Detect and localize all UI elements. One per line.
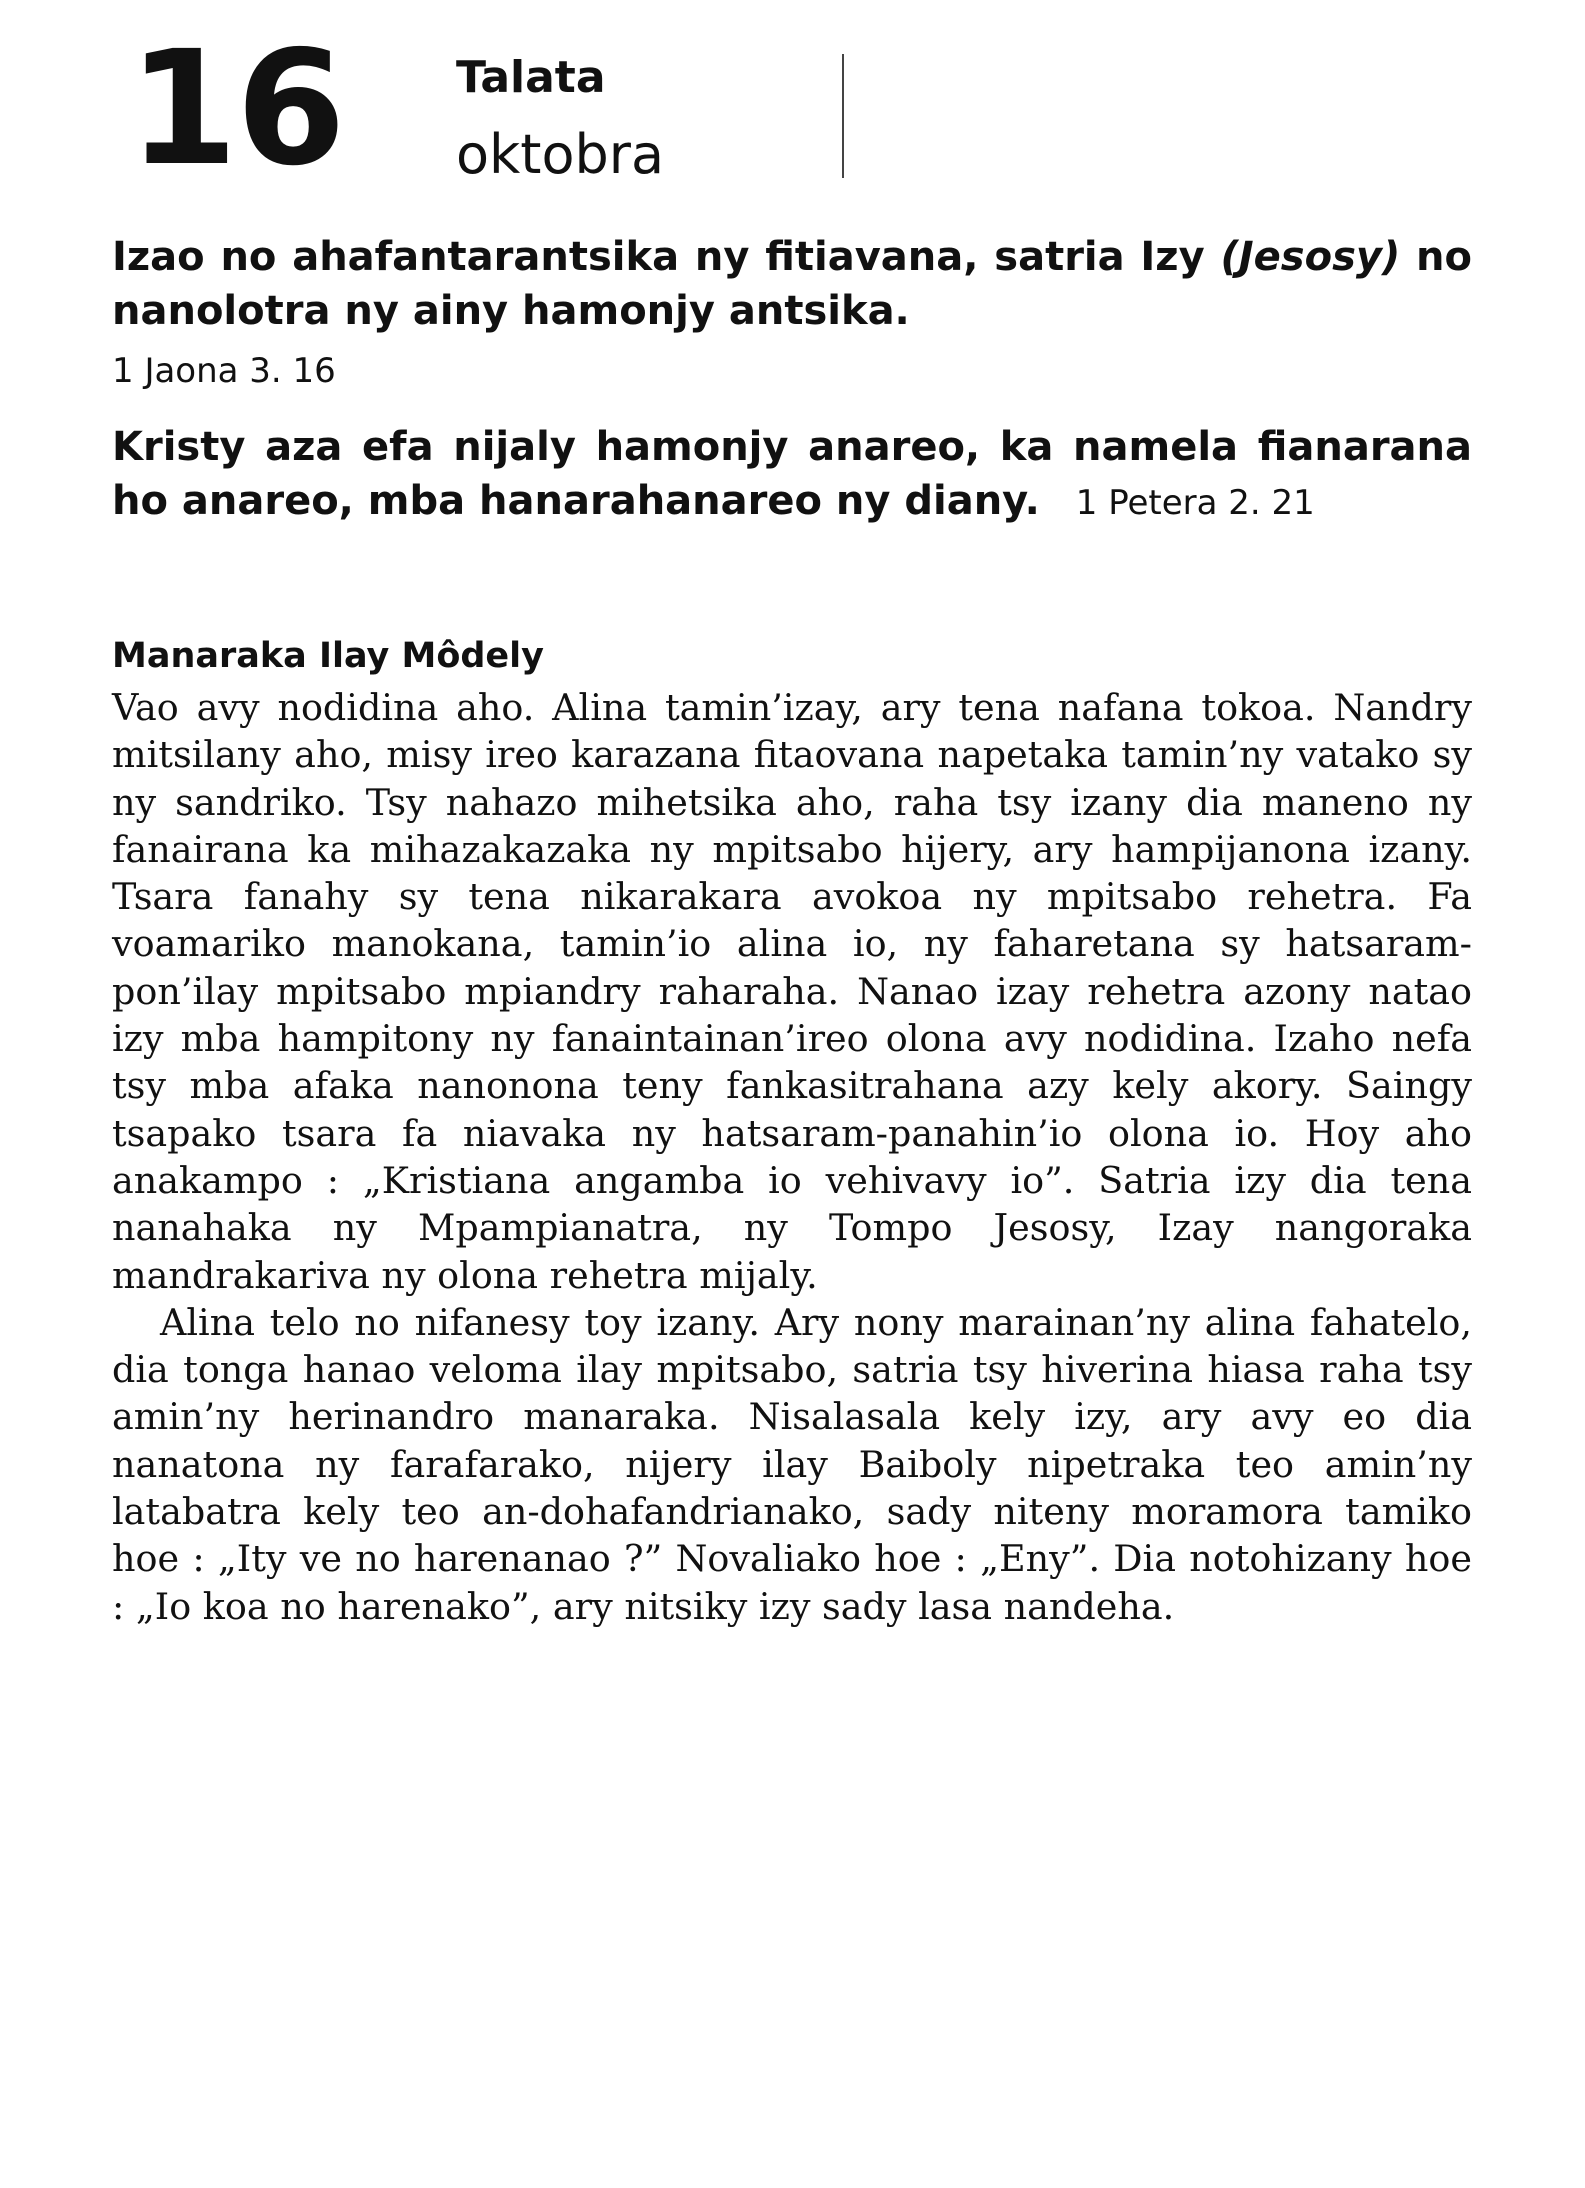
verse-1-italic: (Jesosy) [1220, 234, 1401, 280]
paragraph-2: Alina telo no nifanesy toy izany. Ary nony marainan’ny alina fahatelo, dia tonga hanao veloma ilay mpitsabo, satria tsy hiverina hiasa raha tsy amin’ny herinandro manaraka. Nisalasala kely izy, ary avy eo dia nanatona ny farafarako, nijery ilay Baiboly nipetraka teo amin’ny latabatra kely teo an-dohafandrianako, sady niteny moramora tamiko hoe : „Ity ve no harenanao ?” Novaliako hoe : „Eny”. Dia notohizany hoe : „Io koa no harenako”, ary nitsiky izy sady lasa nandeha. [112, 1300, 1472, 1628]
weekday: Talata [456, 52, 606, 103]
verse-1 [112, 230, 1472, 338]
paragraph-1: Vao avy nodidina aho. Alina tamin’izay, ary tena nafana tokoa. Nandry mitsilany aho, misy ireo karazana fitaovana napetaka tamin’ny vatako sy ny sandriko. Tsy nahazo mihetsika aho, raha tsy izany dia maneno ny fanairana ka mihazakazaka ny mpitsabo hijery, ary hampijanona izany. Tsara fanahy sy tena nikarakara avokoa ny mpitsabo rehetra. Fa voamariko manokana, tamin’io alina io, ny faharetana sy hatsaram-pon’ilay mpitsabo mpiandry raharaha. Nanao izay rehetra azony natao izy mba hampitony ny fanaintainan’ireo olona avy nodidina. Izaho nefa tsy mba afaka nanonona teny fankasitrahana azy kely akory. Saingy tsapako tsara fa niavaka ny hatsaram-panahin’io olona io. Hoy aho anakampo : „Kristiana angamba io vehivavy io”. Satria izy dia tena nanahaka ny Mpampianatra, ny Tompo Jesosy, Izay nangoraka mandrakariva ny olona rehetra mijaly. [112, 686, 1472, 1297]
section-title: Manaraka Ilay Môdely [112, 636, 544, 676]
verse-2-reference: 1 Petera 2. 21 [1075, 483, 1315, 523]
verse-1-text-end: no nanolotra ny ainy hamonjy antsika. [112, 234, 1472, 334]
verse-1-text: Izao no ahafantarantsika ny fitiavana, satria Izy [112, 234, 1221, 280]
month: oktobra [456, 123, 665, 186]
devotional-text [112, 684, 1472, 1630]
verse-2 [112, 420, 1472, 530]
header-divider [842, 54, 844, 178]
day-number: 16 [128, 17, 344, 201]
verse-2-text: Kristy aza efa nijaly hamonjy anareo, ka namela fianarana ho anareo, mba hanarahanareo ny diany. [112, 424, 1472, 524]
verse-1-reference: 1 Jaona 3. 16 [112, 351, 336, 391]
